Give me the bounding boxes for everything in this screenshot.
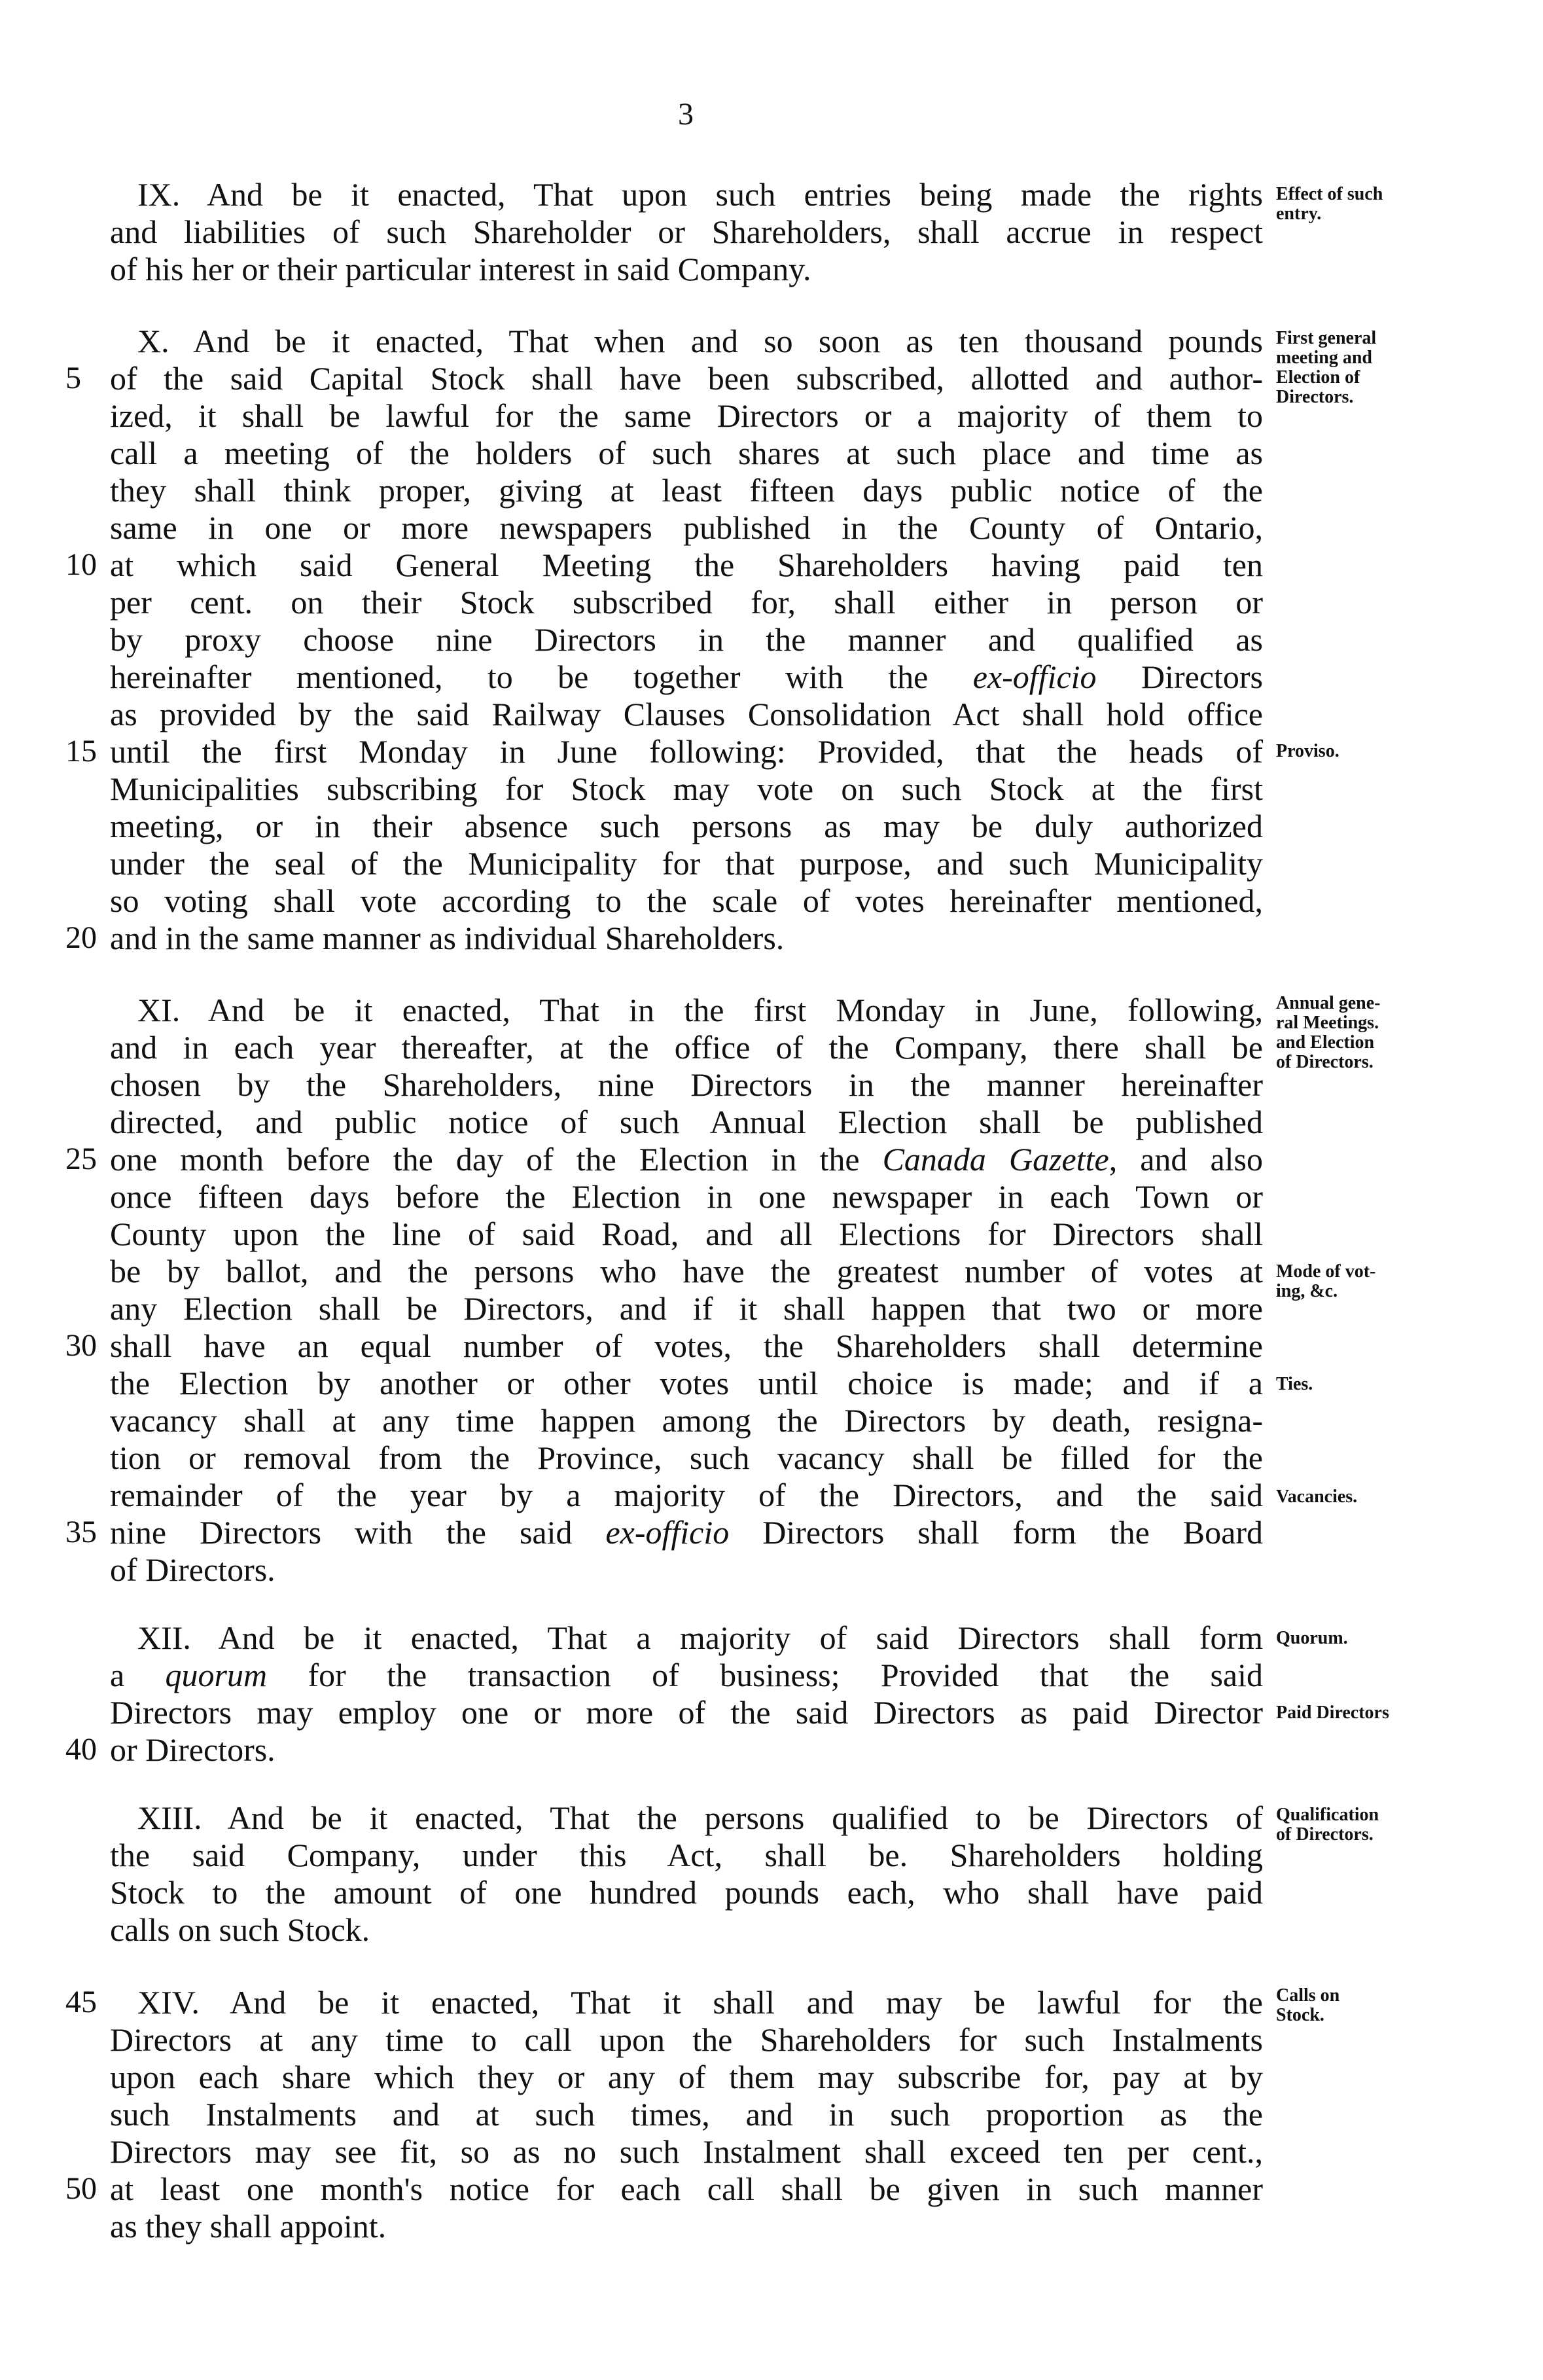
line-number: 15 (65, 734, 97, 768)
text-line: the Election by another or other votes until choice is made; and if a (110, 1365, 1263, 1401)
text-line: XI. And be it enacted, That in the first Monday in June, following, (137, 992, 1263, 1028)
margin-note-effect: Effect of such entry. (1276, 184, 1383, 224)
text-line: by proxy choose nine Directors in the manner and qualified as (110, 621, 1263, 658)
text-line: same in one or more newspapers published in the County of Ontario, (110, 509, 1263, 546)
margin-note-qualification: Qualification of Directors. (1276, 1805, 1379, 1845)
text-line: nine Directors with the said ex-officio Directors shall form the Board (110, 1514, 1263, 1551)
text-line: any Election shall be Directors, and if it shall happen that two or more (110, 1290, 1263, 1327)
text-line: XII. And be it enacted, That a majority of said Directors shall form (137, 1619, 1263, 1656)
text-line: vacancy shall at any time happen among the Directors by death, resigna- (110, 1402, 1263, 1439)
text-line: or Directors. (110, 1731, 275, 1768)
text-line: call a meeting of the holders of such shares at such place and time as (110, 435, 1263, 471)
text-line: Directors may employ one or more of the said Directors as paid Director (110, 1694, 1263, 1731)
line-number: 5 (65, 361, 81, 395)
page-number: 3 (678, 97, 694, 132)
text-line: as provided by the said Railway Clauses Consolidation Act shall hold office (110, 696, 1263, 732)
text-line: per cent. on their Stock subscribed for, shall either in person or (110, 584, 1263, 621)
line-number: 10 (65, 547, 97, 582)
text-line: at which said General Meeting the Shareholders having paid ten (110, 547, 1263, 583)
text-line: be by ballot, and the persons who have the greatest number of votes at (110, 1253, 1263, 1289)
line-number: 25 (65, 1142, 97, 1176)
text-line: ized, it shall be lawful for the same Directors or a majority of them to (110, 397, 1263, 434)
margin-note-paid-directors: Paid Directors (1276, 1703, 1389, 1723)
text-line: Directors may see fit, so as no such Instalment shall exceed ten per cent., (110, 2133, 1263, 2170)
line-number: 35 (65, 1515, 97, 1549)
text-line: XIII. And be it enacted, That the persons qualified to be Directors of (137, 1799, 1263, 1836)
line-number: 30 (65, 1328, 97, 1363)
text-line: of Directors. (110, 1551, 275, 1588)
text-line: and in each year thereafter, at the office of the Company, there shall be (110, 1029, 1263, 1066)
text-line: one month before the day of the Election in the Canada Gazette, and also (110, 1141, 1264, 1178)
text-line: X. And be it enacted, That when and so soon as ten thousand pounds (137, 323, 1263, 359)
line-number: 45 (65, 1985, 97, 2019)
text-line: such Instalments and at such times, and in such proportion as the (110, 2096, 1263, 2133)
text-line: the said Company, under this Act, shall be. Shareholders holding (110, 1837, 1263, 1873)
line-number: 20 (65, 920, 97, 955)
text-line: remainder of the year by a majority of the Directors, and the said (110, 1477, 1263, 1513)
text-line: County upon the line of said Road, and all Elections for Directors shall (110, 1216, 1263, 1252)
text-line: Municipalities subscribing for Stock may vote on such Stock at the first (110, 770, 1263, 807)
line-number: 40 (65, 1732, 97, 1767)
text-line: XIV. And be it enacted, That it shall and may be lawful for the (137, 1984, 1263, 2021)
margin-note-mode-of-voting: Mode of vot- ing, &c. (1276, 1261, 1376, 1301)
text-line: tion or removal from the Province, such vacancy shall be filled for the (110, 1439, 1263, 1476)
text-line: Stock to the amount of one hundred pounds each, who shall have paid (110, 1874, 1263, 1911)
text-line: they shall think proper, giving at least fifteen days public notice of the (110, 472, 1263, 509)
text-line: IX. And be it enacted, That upon such entries being made the rights (137, 176, 1263, 213)
margin-note-first-general: First general meeting and Election of Directors. (1276, 328, 1377, 407)
margin-note-proviso: Proviso. (1276, 741, 1339, 761)
margin-note-vacancies: Vacancies. (1276, 1487, 1358, 1507)
margin-note-annual-meetings: Annual gene- ral Meetings. and Election of Directors. (1276, 993, 1381, 1072)
text-line: meeting, or in their absence such persons as may be duly authorized (110, 808, 1263, 844)
line-number: 50 (65, 2171, 97, 2206)
margin-note-quorum: Quorum. (1276, 1628, 1348, 1648)
text-line: directed, and public notice of such Annual Election shall be published (110, 1104, 1263, 1140)
text-line: a quorum for the transaction of business; Provided that the said (110, 1657, 1263, 1693)
text-line: shall have an equal number of votes, the Shareholders shall determine (110, 1327, 1263, 1364)
margin-note-calls-on-stock: Calls on Stock. (1276, 1985, 1340, 2025)
text-line: under the seal of the Municipality for that purpose, and such Municipality (110, 845, 1263, 882)
text-line: chosen by the Shareholders, nine Directors in the manner hereinafter (110, 1066, 1263, 1103)
text-line: so voting shall vote according to the scale of votes hereinafter mentioned, (110, 882, 1263, 919)
text-line: calls on such Stock. (110, 1911, 370, 1948)
text-line: as they shall appoint. (110, 2208, 387, 2245)
text-line: until the first Monday in June following: Provided, that the heads of (110, 733, 1263, 770)
text-line: at least one month's notice for each call shall be given in such manner (110, 2171, 1263, 2207)
text-line: and liabilities of such Shareholder or Shareholders, shall accrue in respect (110, 213, 1263, 250)
text-line: of the said Capital Stock shall have been subscribed, allotted and author- (110, 360, 1263, 397)
text-line: Directors at any time to call upon the Shareholders for such Instalments (110, 2021, 1263, 2058)
text-line: of his her or their particular interest in said Company. (110, 251, 811, 287)
text-line: and in the same manner as individual Shareholders. (110, 920, 785, 956)
margin-note-ties: Ties. (1276, 1374, 1313, 1394)
text-line: upon each share which they or any of them may subscribe for, pay at by (110, 2059, 1263, 2095)
text-line: once fifteen days before the Election in one newspaper in each Town or (110, 1178, 1263, 1215)
text-line: hereinafter mentioned, to be together with the ex-officio Directors (110, 658, 1263, 695)
